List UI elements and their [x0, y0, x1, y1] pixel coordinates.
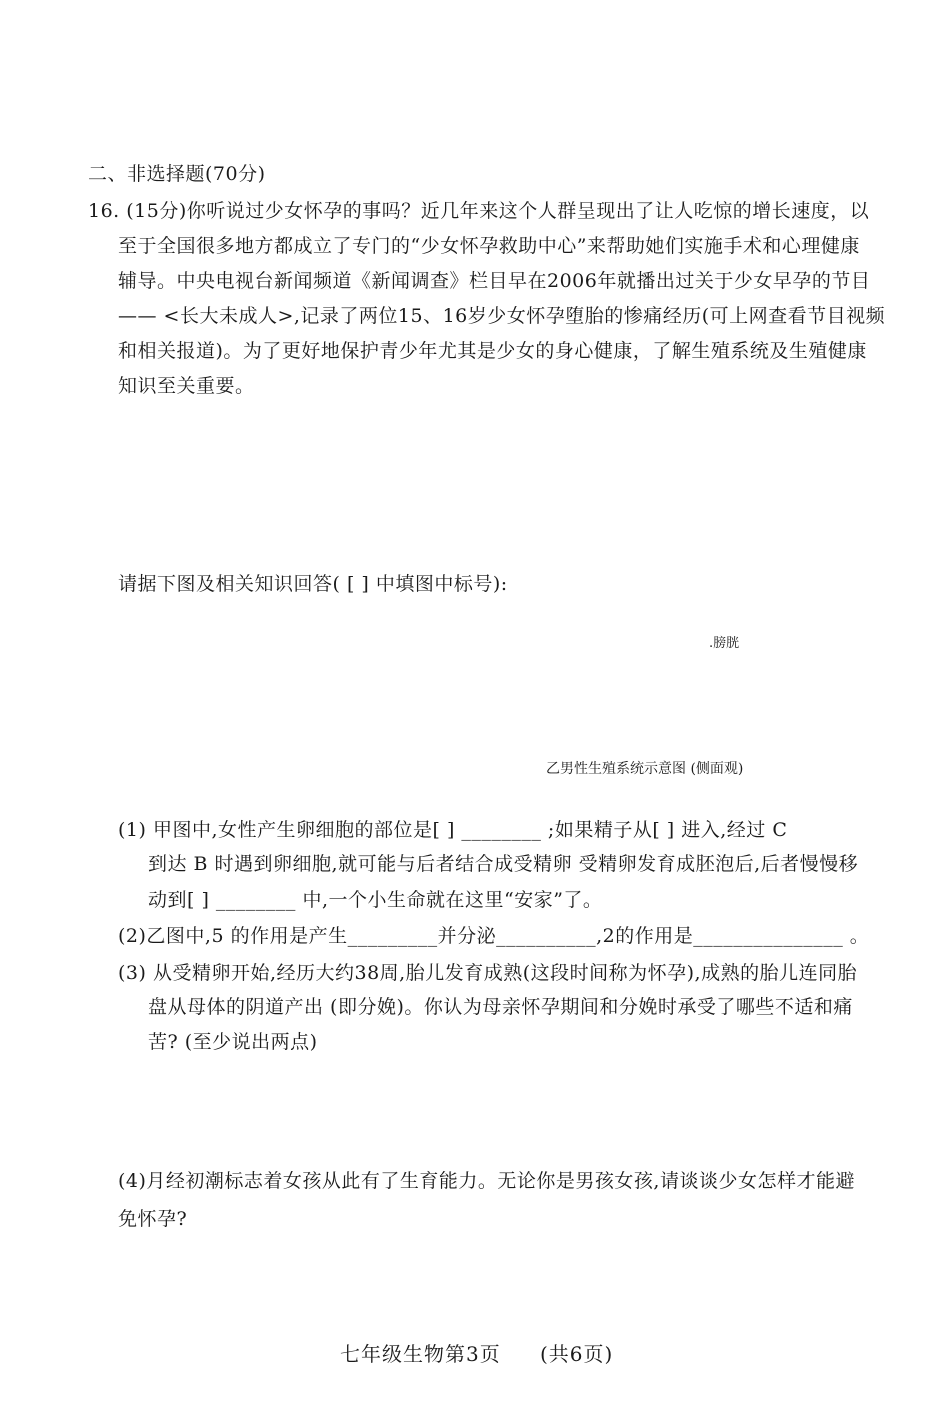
footer-page-label: 七年级生物第3页 — [340, 1342, 501, 1366]
q16-prompt: 请据下图及相关知识回答( [ ] 中填图中标号): — [118, 573, 508, 595]
q16-intro-line-5: 和相关报道)。为了更好地保护青少年尤其是少女的身心健康，了解生殖系统及生殖健康 — [118, 340, 867, 362]
q16-sub3-line-2: 盘从母体的阴道产出 (即分娩)。你认为母亲怀孕期间和分娩时承受了哪些不适和痛 — [148, 996, 853, 1018]
q16-sub3-line-1: (3) 从受精卵开始,经历大约38周,胎儿发育成熟(这段时间称为怀孕),成熟的胎儿连同胎 — [118, 962, 858, 984]
figure-label-bladder: .膀胱 — [709, 636, 740, 651]
q16-sub4-line-2: 免怀孕? — [118, 1208, 188, 1230]
q16-intro-line-6: 知识至关重要。 — [118, 375, 255, 397]
q16-sub3-line-3: 苦? (至少说出两点) — [148, 1031, 318, 1053]
q16-intro-line-4: —— <长大未成人>,记录了两位15、16岁少女怀孕堕胎的惨痛经历(可上网查看节目视频 — [118, 305, 886, 327]
figure-area — [110, 610, 870, 780]
q16-sub4-line-1: (4)月经初潮标志着女孩从此有了生育能力。无论你是男孩女孩,请谈谈少女怎样才能避 — [118, 1170, 855, 1192]
footer-total-label: (共6页) — [540, 1342, 614, 1366]
q16-intro-line-1: 16. (15分)你听说过少女怀孕的事吗？近几年来这个人群呈现出了让人吃惊的增长速度，以 — [88, 200, 870, 222]
q16-intro-line-2: 至于全国很多地方都成立了专门的“少女怀孕救助中心”来帮助她们实施手术和心理健康 — [118, 235, 860, 257]
q16-sub1-line-3: 动到[ ] ________ 中,一个小生命就在这里“安家”了。 — [148, 889, 603, 911]
q16-sub1-line-1: (1) 甲图中,女性产生卵细胞的部位是[ ] ________ ;如果精子从[ ] 进入,经过 C — [118, 819, 788, 841]
q16-sub2: (2)乙图中,5 的作用是产生_________并分泌__________,2的作用是_______________ 。 — [118, 925, 870, 947]
q16-sub1-line-2: 到达 B 时遇到卵细胞,就可能与后者结合成受精卵 受精卵发育成胚泡后,后者慢慢移 — [148, 853, 859, 875]
q16-intro-line-3: 辅导。中央电视台新闻频道《新闻调查》栏目早在2006年就播出过关于少女早孕的节目 — [118, 270, 871, 292]
figure-caption: 乙男性生殖系统示意图 (侧面观) — [546, 761, 744, 777]
section-heading: 二、非选择题(70分) — [88, 163, 266, 185]
